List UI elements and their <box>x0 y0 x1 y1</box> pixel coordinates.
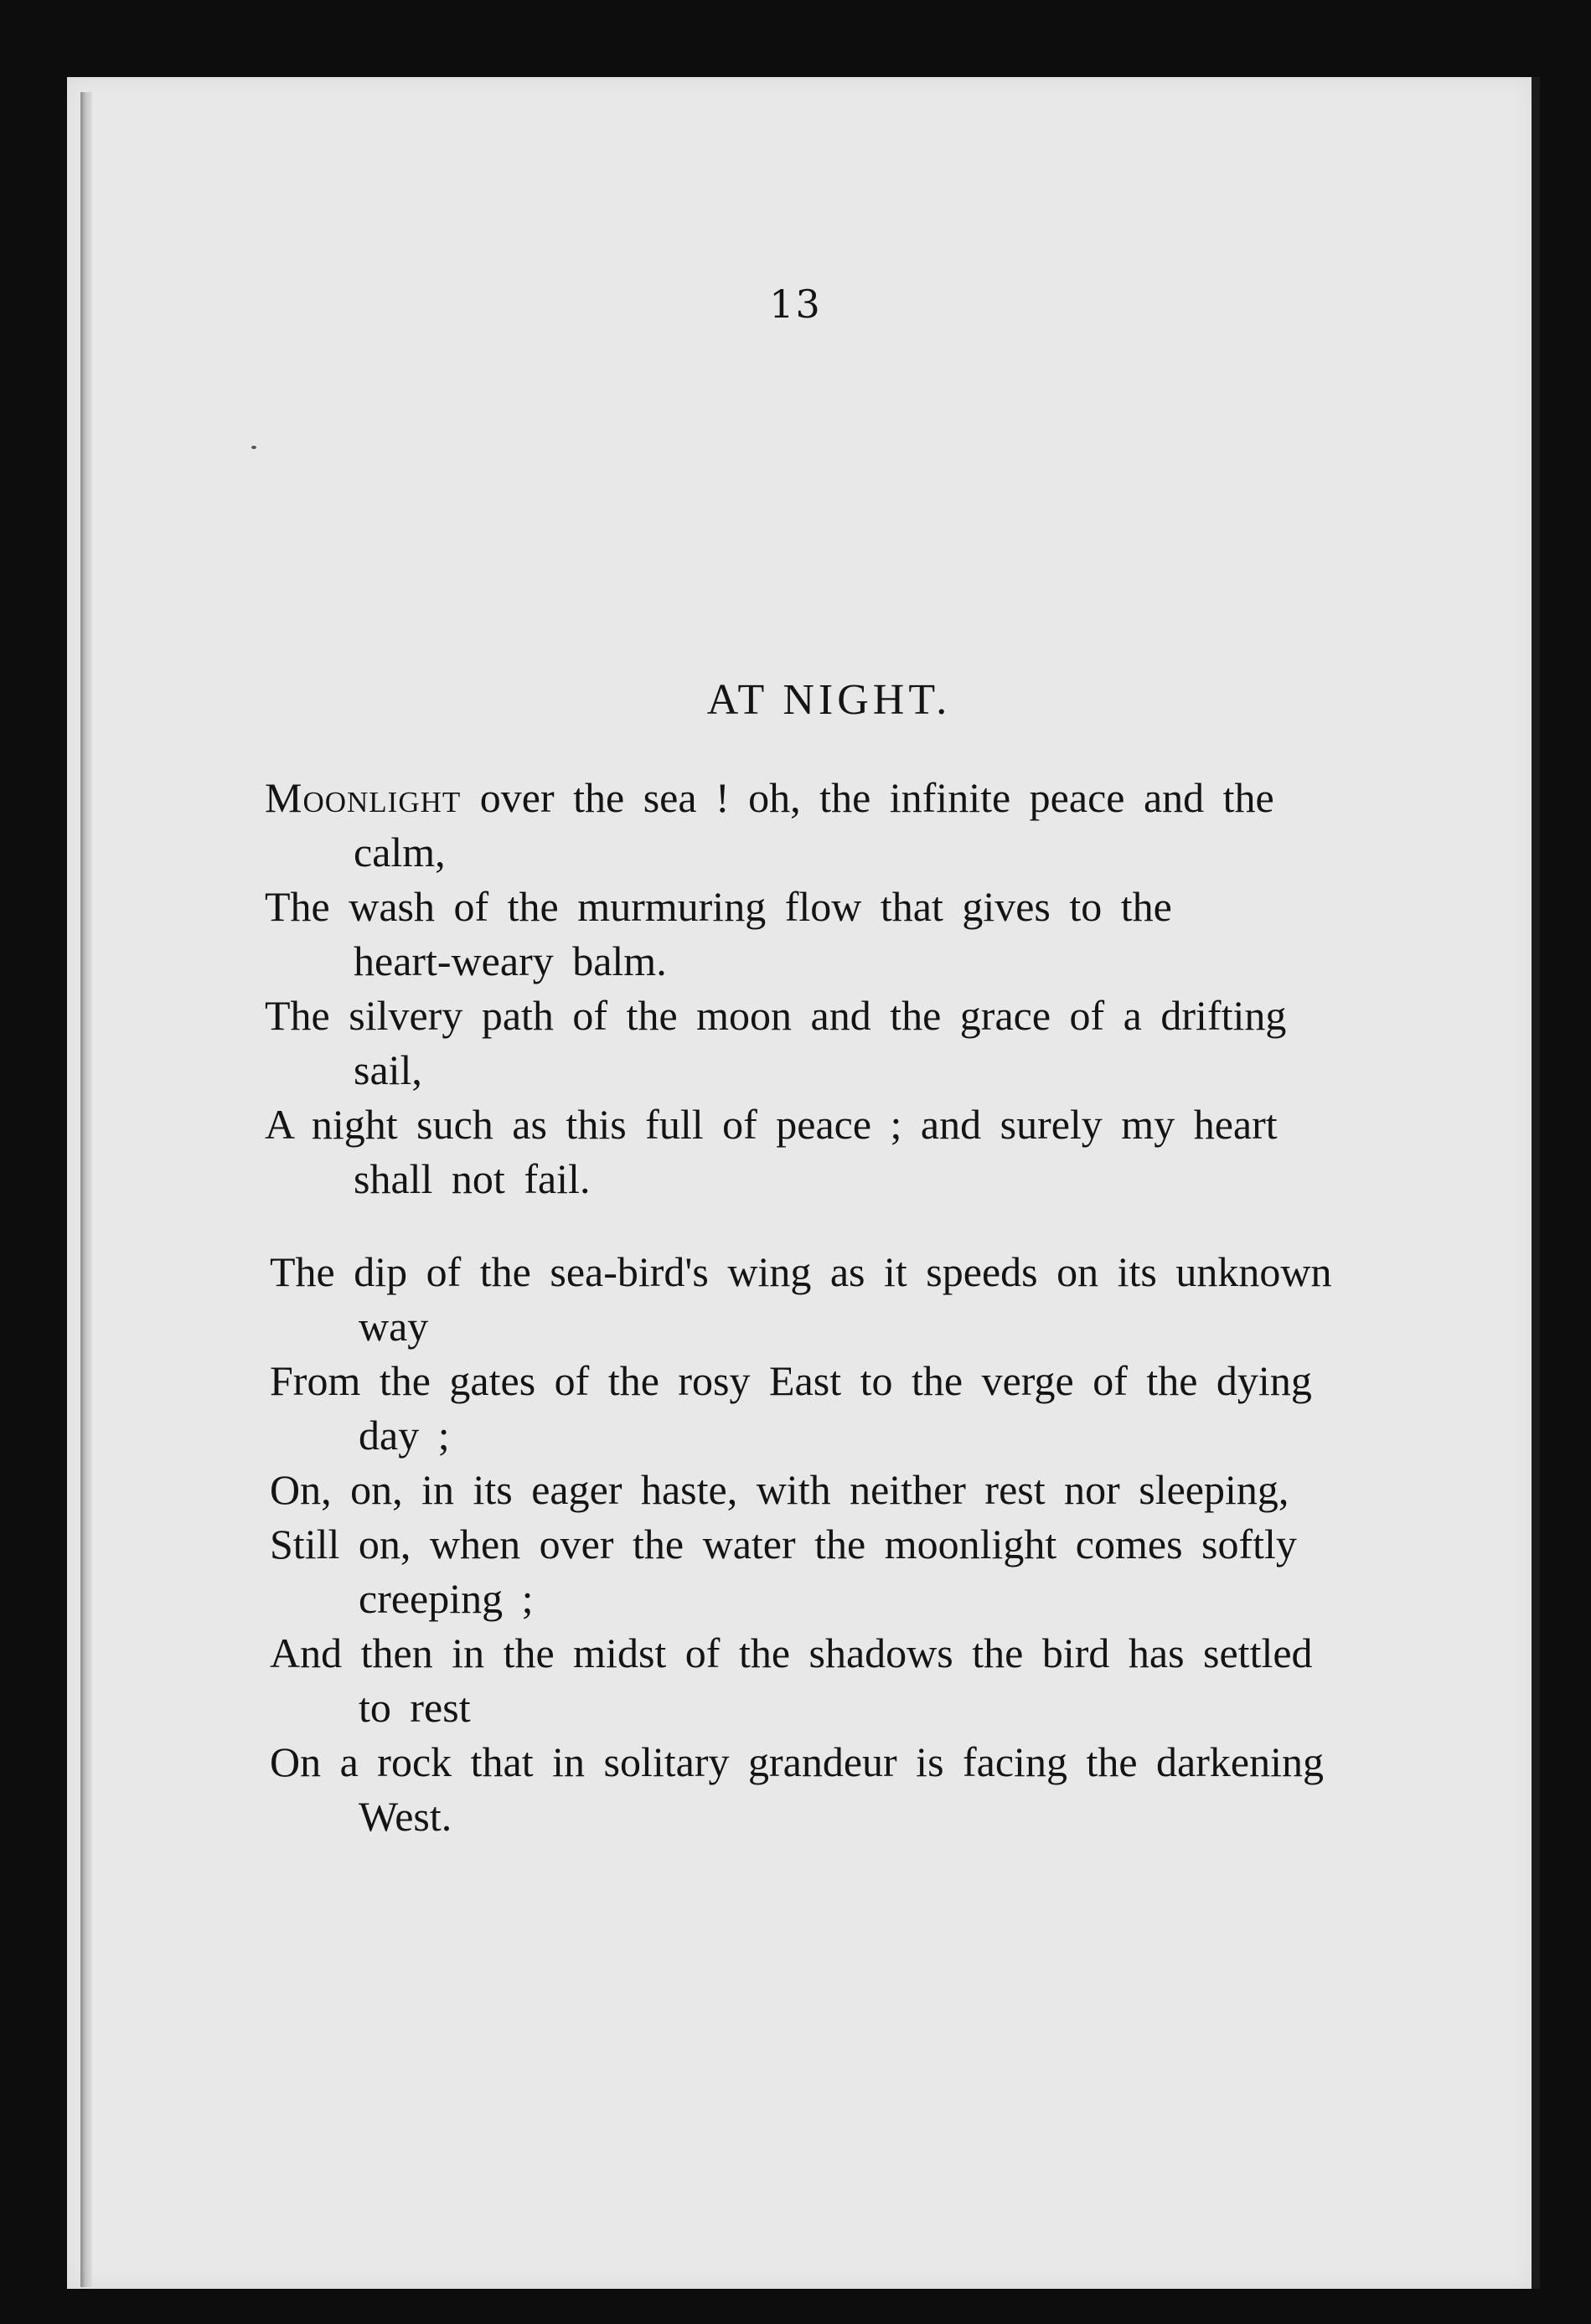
line-continuation: shall not fail. <box>354 1155 591 1202</box>
poem-line <box>265 989 1329 1097</box>
line-continuation: day ; <box>359 1412 450 1459</box>
ink-speck <box>251 446 256 449</box>
small-caps-lead: Moonlight <box>265 774 462 821</box>
line-continuation: heart-weary balm. <box>354 937 667 984</box>
line-text: The silvery path of the moon and the grace of a drifting <box>265 992 1287 1039</box>
line-text: A night such as this full of peace ; and surely my heart <box>265 1101 1278 1148</box>
poem-line <box>265 880 1329 989</box>
line-text: over the sea ! oh, the infinite peace and the <box>461 774 1274 821</box>
book-gutter <box>80 92 92 2287</box>
stanza <box>265 771 1329 1206</box>
line-continuation: way <box>359 1303 429 1350</box>
poem-line <box>270 1626 1334 1735</box>
poem-line <box>265 1097 1329 1206</box>
poem-line <box>265 771 1329 880</box>
line-text: On, on, in its eager haste, with neither rest nor sleeping, <box>270 1466 1289 1513</box>
line-continuation: sail, <box>354 1046 422 1093</box>
poem-line <box>270 1463 1334 1517</box>
page-edge <box>1532 77 1540 2289</box>
line-text: The dip of the sea-bird's wing as it speeds on its unknown <box>270 1248 1332 1295</box>
poem-line <box>270 1735 1334 1844</box>
line-text: The wash of the murmuring flow that gives to the <box>265 883 1172 930</box>
line-continuation: calm, <box>354 829 446 875</box>
line-continuation: West. <box>359 1793 452 1840</box>
stanza <box>270 1245 1334 1844</box>
line-text: On a rock that in solitary grandeur is facing the darkening <box>270 1738 1324 1785</box>
line-continuation: to rest <box>359 1684 471 1731</box>
line-continuation: creeping ; <box>359 1575 534 1622</box>
poem-line <box>270 1245 1334 1354</box>
poem-line <box>270 1517 1334 1626</box>
poem-title: AT NIGHT. <box>706 676 952 724</box>
page-number: 13 <box>769 281 822 327</box>
line-text: Still on, when over the water the moonlight comes softly <box>270 1521 1297 1567</box>
line-text: And then in the midst of the shadows the bird has settled <box>270 1629 1313 1676</box>
poem-line <box>270 1354 1334 1463</box>
line-text: From the gates of the rosy East to the verge of the dying <box>270 1357 1312 1404</box>
